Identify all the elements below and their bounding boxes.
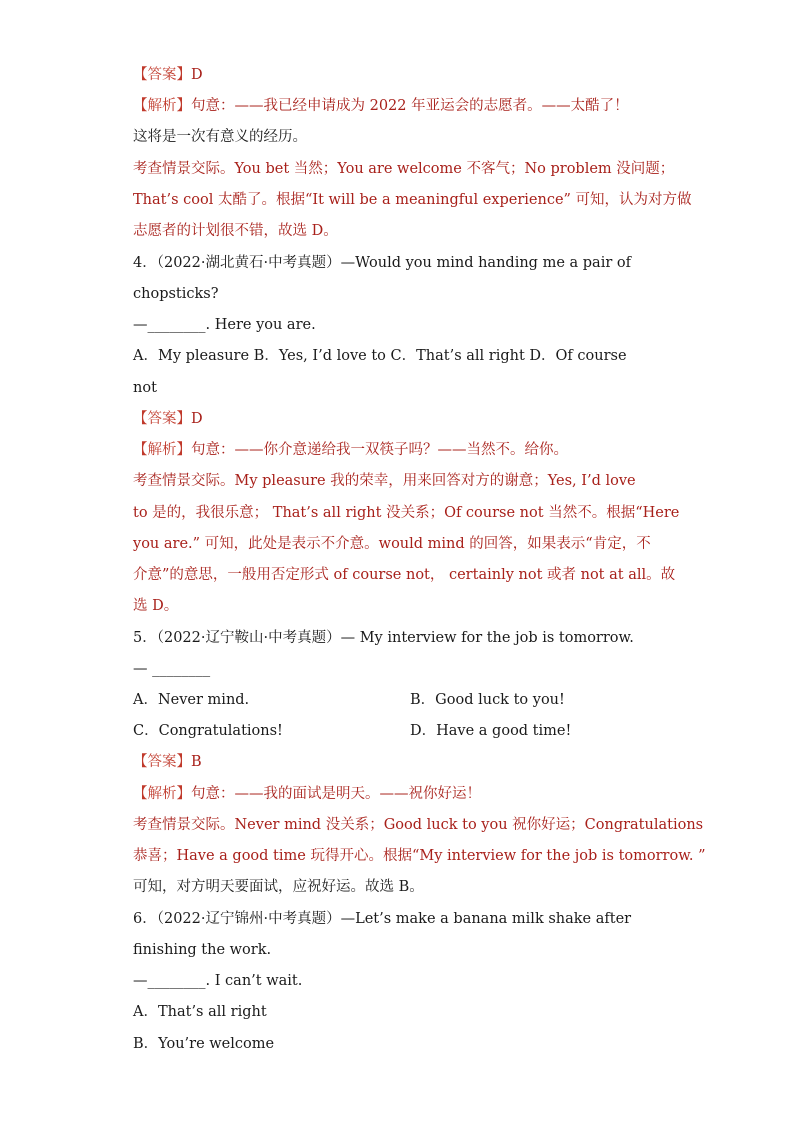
q3-analysis-line2: 这将是一次有意义的经历。 [133, 129, 307, 145]
q4-answer-line [133, 409, 203, 429]
q3-explain-line5: 志愿者的计划很不错，故选 D。 [133, 223, 338, 239]
q3-answer: D [191, 67, 203, 83]
answer-label: 【答案】 [133, 67, 191, 83]
q5-option-a: A．Never mind. [133, 692, 250, 708]
q4-explain-line6: 介意”的意思，一般用否定形式 of course not， certainly not 或者 not at all。故 [133, 567, 676, 583]
q5-option-c: C．Congratulations! [133, 723, 283, 739]
q4-explain-line3: 考查情景交际。My pleasure 我的荣幸，用来回答对方的谢意；Yes, I’d love [133, 473, 636, 489]
q6-stem-line1: 6．（2022·辽宁锦州·中考真题）—Let’s make a banana milk shake after [133, 911, 632, 927]
q5-answer-line [133, 752, 202, 772]
analysis-label: 【解析】 [133, 442, 191, 458]
q6-option-b: B．You’re welcome [133, 1036, 275, 1052]
answer-label: 【答案】 [133, 754, 191, 770]
analysis-label: 【解析】 [133, 786, 191, 802]
q4-explain-line5: you are.” 可知，此处是表示不介意。would mind 的回答，如果表示“肯定，不 [133, 536, 651, 552]
q4-options: A．My pleasure B．Yes, I’d love to C．That’s all right D．Of course [133, 348, 627, 364]
q4-options-cont: not [133, 380, 157, 396]
q5-analysis-text: 句意：——我的面试是明天。——祝你好运！ [191, 786, 481, 802]
q6-stem-line2: finishing the work. [133, 942, 272, 958]
q3-explain-line3: 考查情景交际。You bet 当然；You are welcome 不客气；No problem 没问题； [133, 161, 675, 177]
q5-option-d: D．Have a good time! [410, 723, 572, 739]
q4-stem-line2: chopsticks? [133, 286, 219, 302]
q5-explain-line3: 考查情景交际。Never mind 没关系；Good luck to you 祝你好运；Congratulations [133, 817, 704, 833]
q5-stem-line1: 5．（2022·辽宁鞍山·中考真题）— My interview for the job is tomorrow. [133, 630, 634, 646]
q5-explain-line5: 可知，对方明天要面试，应祝好运。故选 B。 [133, 879, 424, 895]
q3-explain-line4: That’s cool 太酷了。根据“It will be a meaningful experience” 可知，认为对方做 [133, 192, 692, 208]
q4-explain-line7: 选 D。 [133, 598, 179, 614]
q4-analysis-text: 句意：——你介意递给我一双筷子吗？——当然不。给你。 [191, 442, 568, 458]
q3-analysis-text: 句意：——我已经申请成为 2022 年亚运会的志愿者。——太酷了！ [191, 98, 629, 114]
q5-stem-line2: — ________ [133, 661, 211, 677]
q4-explain-line4: to 是的，我很乐意； That’s all right 没关系；Of course not 当然不。根据“Here [133, 505, 680, 521]
q3-answer-line [133, 65, 203, 85]
q6-option-a: A．That’s all right [133, 1004, 267, 1020]
q5-explain-line4: 恭喜；Have a good time 玩得开心。根据“My interview for the job is tomorrow. ” [133, 848, 706, 864]
q4-analysis-line [133, 440, 568, 460]
q5-option-b: B．Good luck to you! [410, 692, 565, 708]
q5-answer: B [191, 754, 202, 770]
q5-analysis-line [133, 784, 481, 804]
q4-stem-line1: 4．（2022·湖北黄石·中考真题）—Would you mind handing me a pair of [133, 255, 631, 271]
analysis-label: 【解析】 [133, 98, 191, 114]
q4-answer: D [191, 411, 203, 427]
q4-stem-line3: —________. Here you are. [133, 317, 316, 333]
answer-label: 【答案】 [133, 411, 191, 427]
q3-analysis-line [133, 96, 629, 116]
q6-stem-line3: —________. I can’t wait. [133, 973, 303, 989]
